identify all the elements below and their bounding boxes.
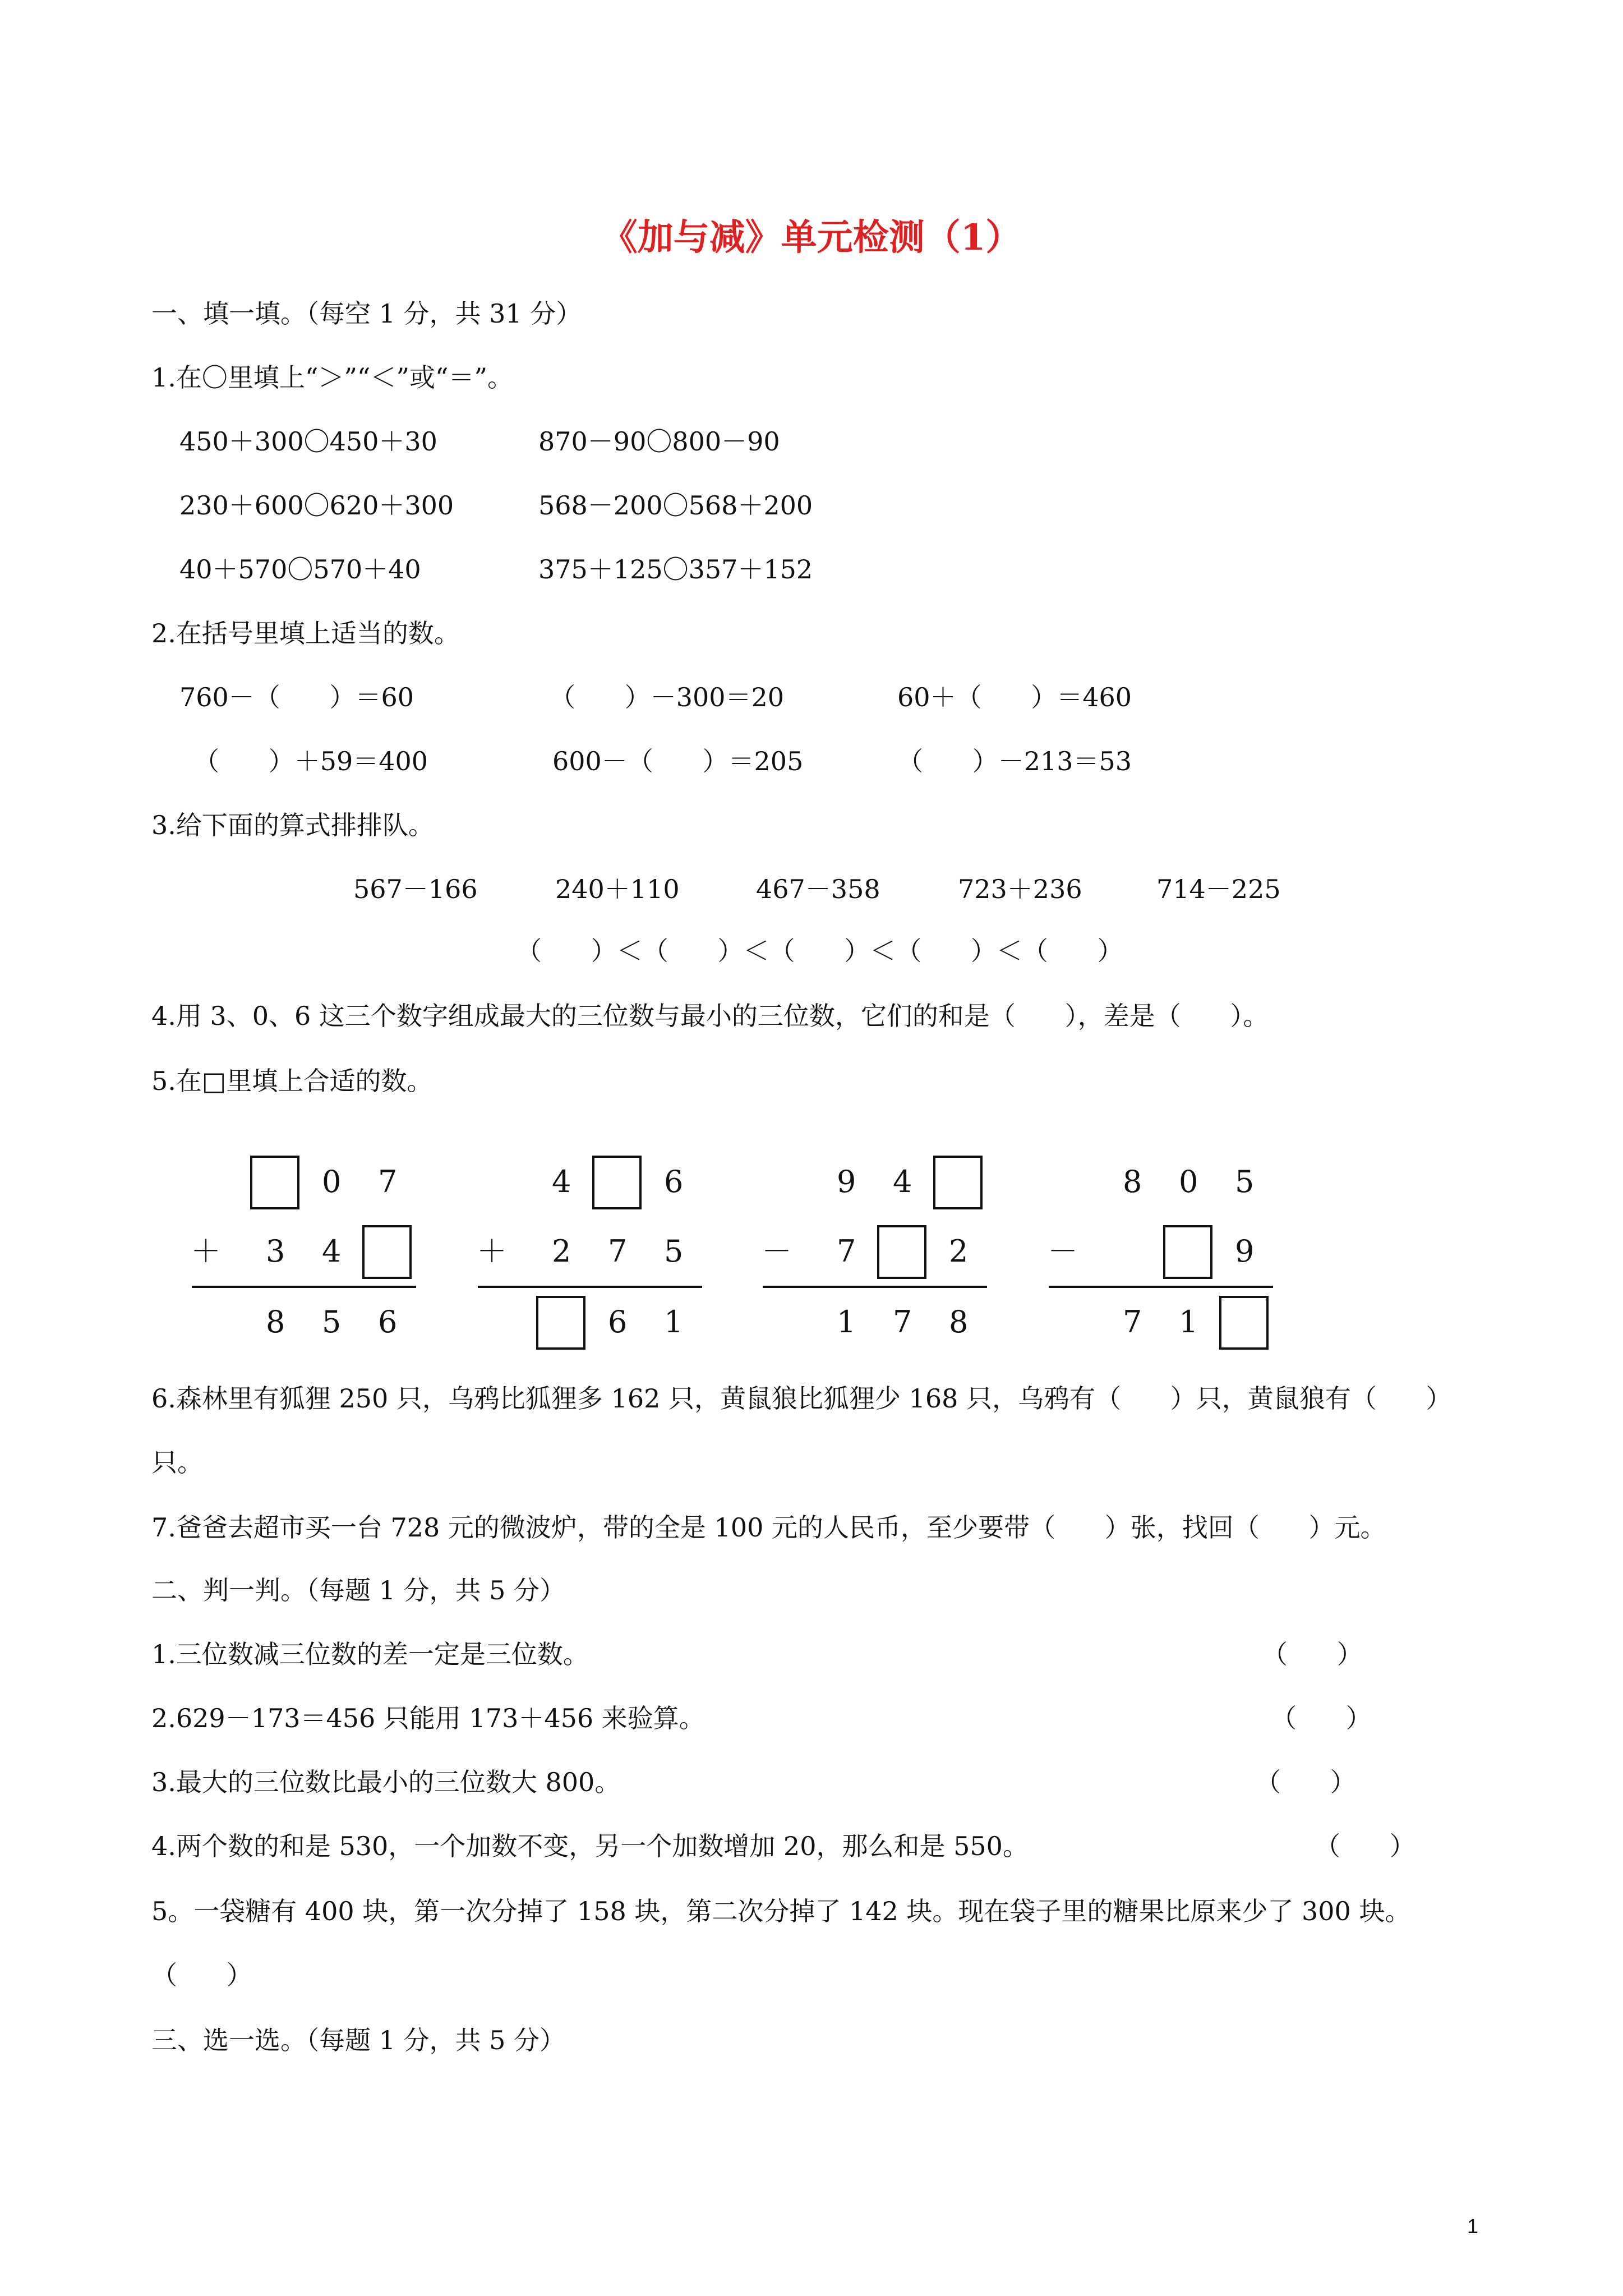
sum-line — [763, 1286, 987, 1288]
q3-prompt: 3.给下面的算式排排队。 — [151, 810, 434, 840]
judge-item: 2.629－173＝456 只能用 173＋456 来验算。 — [151, 1703, 705, 1733]
q3-order-row: （ ）＜（ ）＜（ ）＜（ ）＜（ ） — [516, 936, 1123, 966]
digit: 7 — [893, 1304, 912, 1340]
digit: 8 — [949, 1304, 969, 1340]
digit: 4 — [893, 1164, 912, 1199]
digit: 3 — [266, 1234, 285, 1269]
q2-item: 60＋（ ）＝460 — [897, 682, 1132, 712]
digit: 6 — [664, 1164, 684, 1199]
digit: 4 — [322, 1234, 342, 1269]
operator-sign: － — [762, 1234, 792, 1269]
section1-heading: 一、填一填。（每空 1 分，共 31 分） — [151, 298, 582, 329]
q3-item: 723＋236 — [958, 874, 1082, 904]
q4: 4.用 3、0、6 这三个数字组成最大的三位数与最小的三位数，它们的和是（ ），差是（ ）。 — [151, 1001, 1269, 1031]
digit: 5 — [1235, 1164, 1255, 1199]
sum-line — [1049, 1286, 1273, 1288]
answer-box[interactable] — [250, 1156, 299, 1209]
judge-item: 1.三位数减三位数的差一定是三位数。 — [151, 1639, 589, 1669]
answer-box[interactable] — [1219, 1296, 1269, 1350]
digit: 2 — [552, 1234, 571, 1269]
q1-prompt: 1.在〇里填上“＞”“＜”或“＝”。 — [151, 362, 513, 393]
digit: 6 — [378, 1304, 398, 1340]
q6-line2: 只。 — [151, 1447, 203, 1478]
q2-item: （ ）＋59＝400 — [193, 746, 428, 776]
digit: 7 — [378, 1164, 398, 1199]
q3-item: 714－225 — [1156, 874, 1281, 904]
digit: 8 — [266, 1304, 285, 1340]
answer-box[interactable] — [362, 1225, 412, 1279]
q7: 7.爸爸去超市买一台 728 元的微波炉，带的全是 100 元的人民币，至少要带（ ）张，找回（ ）元。 — [151, 1512, 1386, 1543]
sum-line — [478, 1286, 702, 1288]
answer-box[interactable] — [1163, 1225, 1212, 1279]
judge-bracket: （ ） — [1255, 1767, 1356, 1797]
q2-item: 760－（ ）＝60 — [179, 682, 414, 712]
digit: 5 — [322, 1304, 342, 1340]
page-number: 1 — [1467, 2215, 1478, 2238]
digit: 0 — [1179, 1164, 1198, 1199]
judge-bracket: （ ） — [1271, 1703, 1372, 1733]
operator-sign: － — [1048, 1234, 1078, 1269]
digit: 7 — [1123, 1304, 1142, 1340]
q2-item: （ ）－300＝20 — [550, 682, 785, 712]
digit: 1 — [664, 1304, 684, 1340]
digit: 1 — [837, 1304, 856, 1340]
digit: 7 — [608, 1234, 628, 1269]
judge-bracket: （ ） — [1262, 1639, 1363, 1669]
digit: 5 — [664, 1234, 684, 1269]
q3-item: 467－358 — [756, 874, 880, 904]
q5-prompt: 5.在□里填上合适的数。 — [151, 1066, 433, 1096]
digit: 7 — [837, 1234, 856, 1269]
page-title: 《加与减》单元检测（1） — [601, 217, 1022, 259]
digit: 0 — [322, 1164, 342, 1199]
judge-bracket: （ ） — [151, 1960, 252, 1990]
answer-box[interactable] — [592, 1156, 642, 1209]
q2-prompt: 2.在括号里填上适当的数。 — [151, 618, 460, 648]
q3-item: 567－166 — [353, 874, 478, 904]
q1-item: 230＋600〇620＋300 — [179, 490, 454, 521]
section2-heading: 二、判一判。（每题 1 分，共 5 分） — [151, 1575, 566, 1605]
q3-item: 240＋110 — [555, 874, 680, 904]
q1-item: 870－90〇800－90 — [538, 426, 780, 457]
operator-sign: ＋ — [477, 1234, 507, 1269]
judge-item: 4.两个数的和是 530，一个加数不变，另一个加数增加 20，那么和是 550。 — [151, 1831, 1029, 1861]
q1-item: 450＋300〇450＋30 — [179, 426, 437, 457]
q2-item: 600－（ ）＝205 — [552, 746, 804, 776]
judge-item: 3.最大的三位数比最小的三位数大 800。 — [151, 1767, 621, 1797]
judge-item: 5。一袋糖有 400 块，第一次分掉了 158 块，第二次分掉了 142 块。现在袋子里的糖果比原来少了 300 块。 — [151, 1896, 1411, 1926]
q1-item: 40＋570〇570＋40 — [179, 554, 421, 585]
digit: 6 — [608, 1304, 628, 1340]
digit: 9 — [837, 1164, 856, 1199]
q1-item: 568－200〇568＋200 — [538, 490, 813, 521]
digit: 4 — [552, 1164, 571, 1199]
digit: 9 — [1235, 1234, 1255, 1269]
sum-line — [192, 1286, 416, 1288]
digit: 8 — [1123, 1164, 1142, 1199]
digit: 2 — [949, 1234, 969, 1269]
digit: 1 — [1179, 1304, 1198, 1340]
section3-heading: 三、选一选。（每题 1 分，共 5 分） — [151, 2025, 566, 2055]
answer-box[interactable] — [933, 1156, 983, 1209]
q6-line1: 6.森林里有狐狸 250 只，乌鸦比狐狸多 162 只，黄鼠狼比狐狸少 168 只，乌鸦有（ ）只，黄鼠狼有（ ） — [151, 1383, 1452, 1414]
q1-item: 375＋125〇357＋152 — [538, 554, 813, 585]
operator-sign: ＋ — [191, 1234, 221, 1269]
answer-box[interactable] — [536, 1296, 585, 1350]
judge-bracket: （ ） — [1315, 1831, 1415, 1861]
answer-box[interactable] — [877, 1225, 926, 1279]
q2-item: （ ）－213＝53 — [897, 746, 1132, 776]
